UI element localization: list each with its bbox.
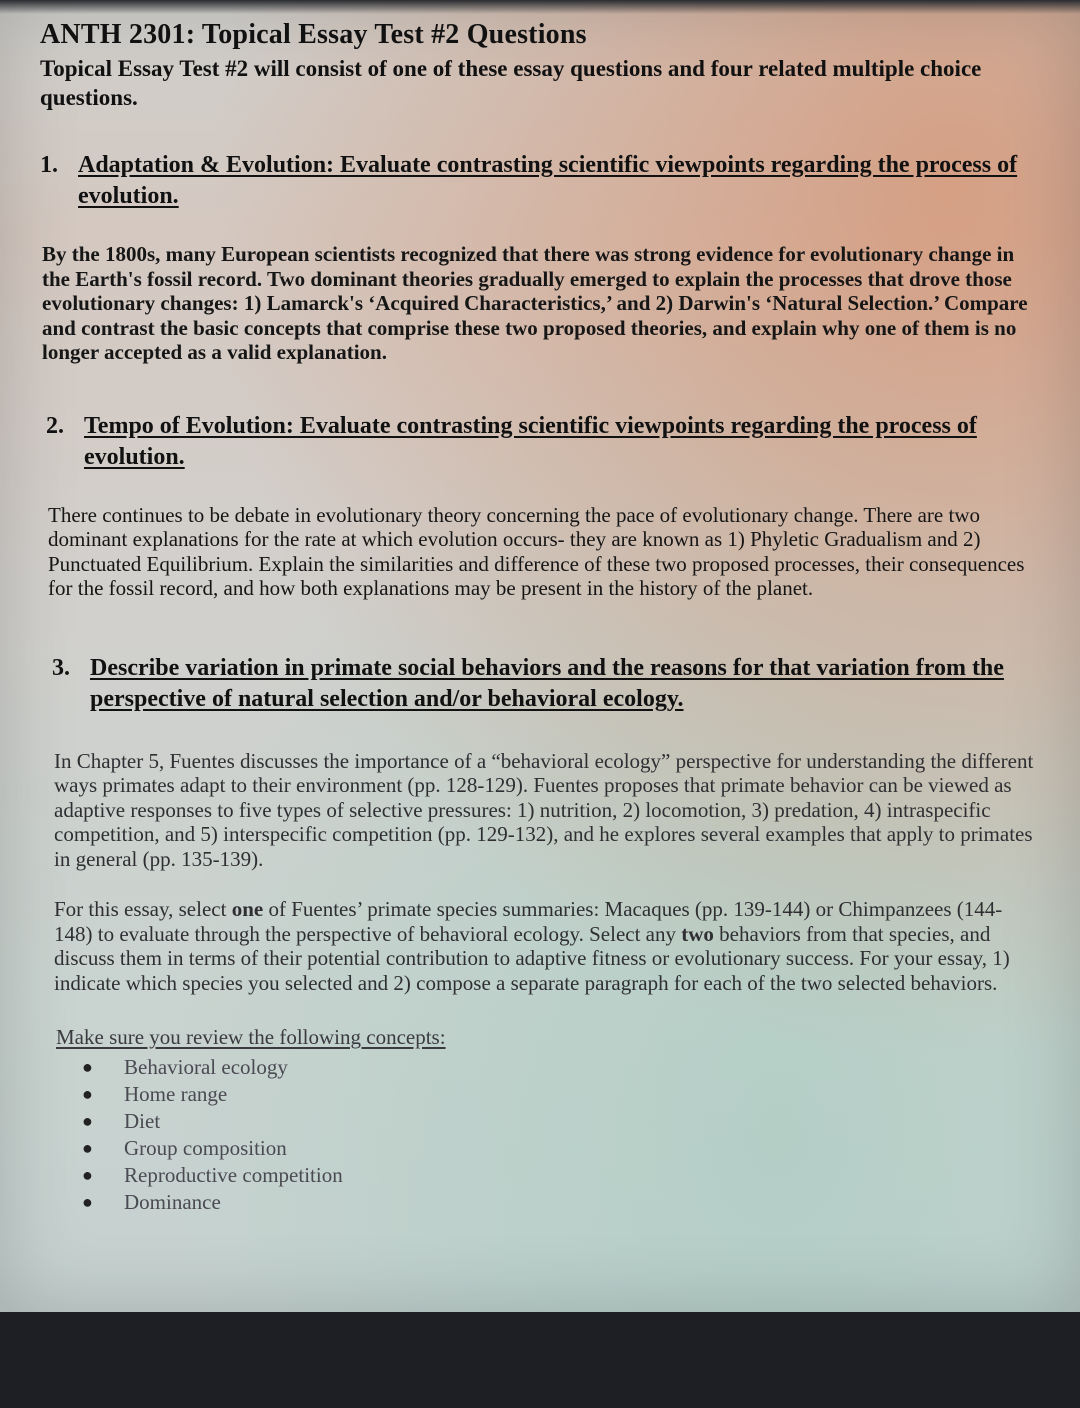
bullet-icon: ● [82,1084,93,1104]
list-item [82,1135,1040,1162]
question-body-assignment [54,897,1040,995]
document-content [40,18,1040,1216]
bullet-icon: ● [82,1057,93,1077]
question-title: Adaptation & Evolution: Evaluate contrasting scientific viewpoints regarding the process of evolution. [78,152,1018,209]
question-3 [52,653,1040,1217]
concept-label: Home range [124,1082,228,1106]
question-2 [46,411,1040,601]
assignment-text: behaviors from that species, and discuss them in terms of their potential contribution to adaptive fitness or evolutionary success. For your essay, 1) indicate which species you selected and 2) compose a separate paragraph for each of the two selected behaviors. [54,921,1010,995]
question-title: Tempo of Evolution: Evaluate contrasting scientific viewpoints regarding the process of evolution. [84,412,977,470]
concepts-heading: Make sure you review the following concepts: [56,1025,446,1049]
concepts-list [82,1054,1040,1216]
bullet-icon: ● [82,1192,93,1212]
list-item [82,1189,1040,1216]
screen-top-edge [0,0,1080,14]
list-item [82,1162,1040,1189]
bullet-icon: ● [82,1111,93,1131]
concept-label: Reproductive competition [124,1163,343,1187]
document-intro: Topical Essay Test #2 will consist of one of these essay questions and four related multiple choice questions. [40,56,982,110]
list-item [82,1054,1040,1081]
question-number: 3. [52,654,70,681]
question-body: In Chapter 5, Fuentes discusses the importance of a “behavioral ecology” perspective for understanding the different ways primates adapt to their environment (pp. 128-129). Fuentes proposes that primate behavior can be viewed as adaptive responses to five types of selective pressures: 1) nutrition, 2) locomotion, 3) predation, 4) intraspecific competition, and 5) interspecific competition (pp. 129-132), and he explores several examples that apply to primates in general (pp. 135-139). [54,748,1034,871]
assignment-emphasis-two: two [681,921,714,946]
question-heading [40,150,1040,212]
question-heading [52,653,1040,715]
document-title: ANTH 2301: Topical Essay Test #2 Questions [40,19,587,50]
concept-label: Group composition [124,1136,287,1160]
concept-label: Dominance [124,1190,221,1214]
question-number: 2. [46,412,64,439]
question-title: Describe variation in primate social behaviors and the reasons for that variation from the perspective of natural selection and/or behavioral ecology. [90,654,1004,712]
assignment-text: For this essay, select [54,897,232,921]
assignment-emphasis-one: one [231,897,264,921]
question-body: There continues to be debate in evolutionary theory concerning the pace of evolutionary change. There are two dominant explanations for the rate at which evolution occurs- they are known as 1) Phyletic Gradualism and 2) Punctuated Equilibrium. Explain the similarities and difference of these two proposed processes, their consequences for the fossil record, and how both explanations may be present in the history of the planet. [48,502,1025,600]
question-1 [40,150,1040,365]
concept-label: Behavioral ecology [124,1055,288,1079]
bullet-icon: ● [82,1138,93,1158]
bullet-icon: ● [82,1165,93,1185]
question-body: By the 1800s, many European scientists recognized that there was strong evidence for evolutionary change in the Earth's fossil record. Two dominant theories gradually emerged to explain the processes that drove those evolutionary changes: 1) Lamarck's ‘Acquired Characteristics,’ and 2) Darwin's ‘Natural Selection.’ Compare and contrast the basic concepts that comprise these two proposed theories, and explain why one of them is no longer accepted as a valid explanation. [42,242,1028,364]
list-item [82,1108,1040,1135]
question-heading [46,411,1040,473]
question-number: 1. [40,152,58,178]
assignment-text: of Fuentes’ primate species summaries: Macaques (pp. 139-144) or Chimpanzees (144-148) to evaluate through the perspective of behavioral ecology. Select any [54,897,1003,946]
list-item [82,1081,1040,1108]
concept-label: Diet [124,1109,161,1133]
